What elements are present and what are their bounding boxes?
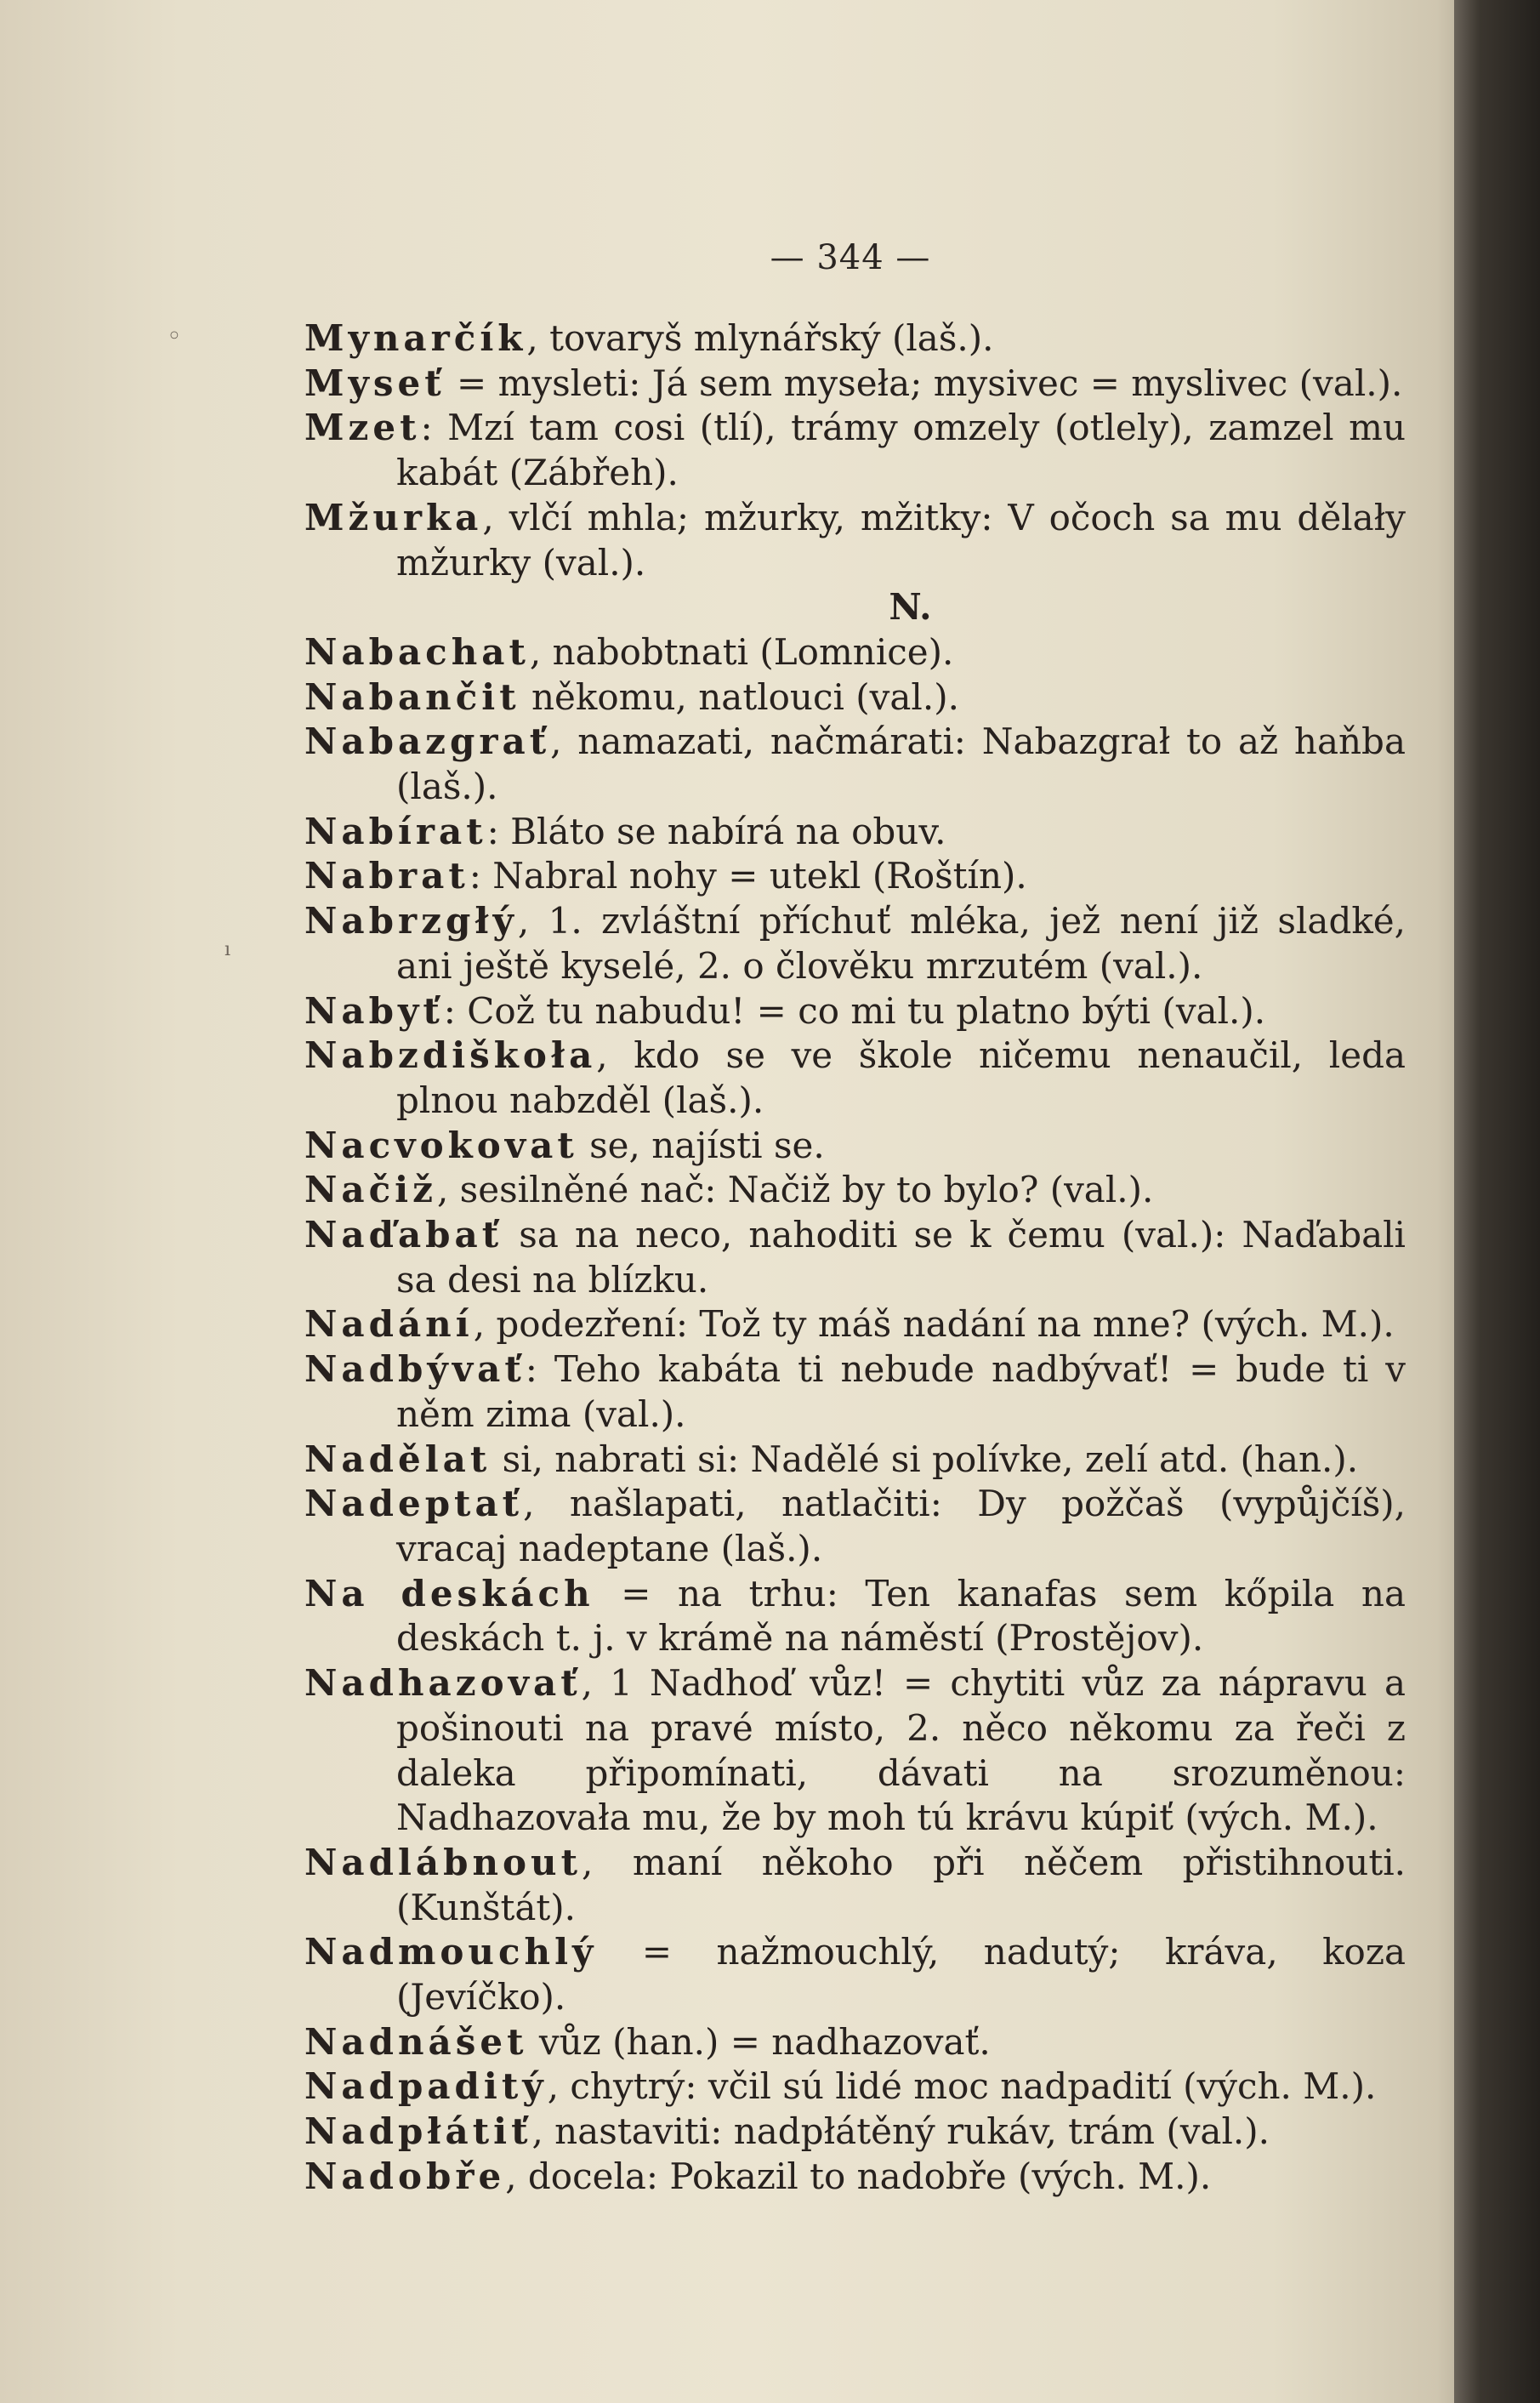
entry-definition: , 1 Nadhoď vůz! = chytiti vůz za nápravu a pošinouti na pravé místo, 2. něco někomu za řeči z daleka připomínati, dávati na srozuměnou: Nadhazovała mu, že by moh tú krávu kúpiť (vých. M.). <box>396 1662 1406 1839</box>
dictionary-entry <box>304 1661 1406 1841</box>
dictionary-entry <box>304 810 1406 855</box>
entry-definition: , podezření: Tož ty máš nadání na mne? (vých. M.). <box>473 1303 1395 1346</box>
entry-headword: Nadeptať <box>304 1483 524 1525</box>
entry-headword: Nadání <box>304 1303 474 1346</box>
dictionary-entry <box>304 1124 1406 1169</box>
entry-headword: Nadbývať <box>304 1348 526 1391</box>
entry-definition: vůz (han.) = nadhazovať. <box>527 2020 991 2063</box>
entry-definition: , našlapati, natlačiti: Dy požčaš (vypůjčíš), vracaj nadeptane (laš.). <box>396 1483 1406 1569</box>
entry-definition: sa na neco, nahoditi se k čemu (val.): Naďabali sa desi na blízku. <box>396 1214 1406 1301</box>
entry-definition: , namazati, načmárati: Nabazgrał to až haňba (laš.). <box>396 720 1406 808</box>
dictionary-entry <box>304 1347 1406 1437</box>
entry-definition: někomu, natlouci (val.). <box>520 675 959 718</box>
entry-headword: Nadnášet <box>304 2020 528 2063</box>
entry-definition: = na trhu: Ten kanafas sem kőpila na deskách t. j. v krámě na náměstí (Prostějov). <box>396 1572 1406 1660</box>
entry-headword: Nabrzgłý <box>304 900 518 942</box>
entry-headword: Nadpłátiť <box>304 2110 532 2153</box>
entry-headword: Nadlábnout <box>304 1841 582 1883</box>
entry-definition: , kdo se ve škole ničemu nenaučil, leda plnou nabzděl (laš.). <box>396 1034 1406 1121</box>
entry-definition: : Nabral nohy = utekl (Roštín). <box>469 855 1027 897</box>
entry-definition: , nastaviti: nadpłátěný rukáv, trám (val.). <box>531 2110 1270 2153</box>
entry-definition: , tovaryš mlynářský (laš.). <box>526 317 994 359</box>
entry-definition: = mysleti: Já sem myseła; mysivec = myslivec (val.). <box>445 362 1403 404</box>
dictionary-entry <box>304 316 1406 362</box>
entry-headword: Mynarčík <box>304 317 527 359</box>
entry-definition: se, najísti se. <box>577 1124 825 1166</box>
entry-headword: Nabrat <box>304 855 469 897</box>
dictionary-entry <box>304 362 1406 407</box>
entry-definition: = nažmouchlý, nadutý; kráva, koza (Jevíčko). <box>396 1931 1406 2019</box>
entry-definition: : Teho kabáta ti nebude nadbývať! = bude ti v něm zima (val.). <box>396 1348 1406 1435</box>
entry-headword: Nabančit <box>304 675 520 718</box>
entry-headword: Mžurka <box>304 496 483 538</box>
entry-headword: Nadhazovať <box>304 1662 582 1705</box>
entry-headword: Na deskách <box>304 1572 594 1614</box>
entry-headword: Nadmouchlý <box>304 1931 598 1973</box>
dictionary-entry <box>304 854 1406 899</box>
entry-headword: Nabazgrať <box>304 720 551 763</box>
entry-definition: , sesilněné nač: Načiž by to bylo? (val.). <box>436 1169 1154 1211</box>
dictionary-entry <box>304 675 1406 720</box>
dictionary-entry <box>304 1302 1406 1347</box>
entry-definition: : Bláto se nabírá na obuv. <box>486 810 946 852</box>
dictionary-entry <box>304 496 1406 585</box>
entry-headword: Mzet <box>304 407 421 449</box>
entries-n <box>304 630 1406 2200</box>
entry-headword: Nadělat <box>304 1438 492 1480</box>
dictionary-entry <box>304 406 1406 495</box>
entry-headword: Naďabať <box>304 1214 503 1256</box>
entry-definition: , 1. zvláštní příchuť mléka, jež není již sladké, ani ještě kyselé, 2. o člověku mrzutém (val.). <box>396 900 1406 987</box>
dictionary-entry <box>304 2155 1406 2200</box>
margin-speck: ı <box>224 939 231 960</box>
dictionary-entry <box>304 899 1406 988</box>
dictionary-entry <box>304 1482 1406 1571</box>
entry-headword: Nabyť <box>304 989 444 1032</box>
entry-headword: Nadobře <box>304 2155 506 2197</box>
entry-definition: : Což tu nabudu! = co mi tu platno býti (val.). <box>443 989 1266 1032</box>
entry-definition: si, nabrati si: Nadělé si polívke, zelí atd. (han.). <box>491 1438 1359 1480</box>
dictionary-entry <box>304 1438 1406 1483</box>
entries-m <box>304 316 1406 585</box>
margin-speck: ◦ <box>167 322 182 351</box>
entry-definition: : Mzí tam cosi (tlí), trámy omzely (otlely), zamzel mu kabát (Zábřeh). <box>396 407 1406 494</box>
entry-definition: , nabobtnati (Lomnice). <box>529 630 954 673</box>
entry-headword: Nabzdiškoła <box>304 1034 597 1077</box>
entry-definition: , docela: Pokazil to nadobře (vých. M.). <box>505 2155 1212 2197</box>
dictionary-entry <box>304 1841 1406 1930</box>
section-letter: N. <box>889 586 932 629</box>
dictionary-entry <box>304 1034 1406 1123</box>
dictionary-entry <box>304 720 1406 809</box>
entry-headword: Načiž <box>304 1169 437 1211</box>
entry-headword: Nacvokovat <box>304 1124 578 1166</box>
dictionary-entry <box>304 2110 1406 2155</box>
dictionary-entry <box>304 2020 1406 2065</box>
entry-definition: , chytrý: včil sú lidé moc nadpadití (vých. M.). <box>547 2065 1377 2108</box>
entry-headword: Myseť <box>304 362 446 404</box>
page-number: — 344 — <box>770 238 931 277</box>
dictionary-entry <box>304 630 1406 675</box>
dictionary-entry <box>304 1930 1406 2019</box>
entry-headword: Nadpaditý <box>304 2065 548 2108</box>
entry-definition: , vlčí mhla; mžurky, mžitky: V očoch sa mu dělały mžurky (val.). <box>396 496 1406 584</box>
book-binding-edge <box>1454 0 1540 2403</box>
entry-headword: Nabachat <box>304 630 530 673</box>
dictionary-entry <box>304 2064 1406 2110</box>
dictionary-entry <box>304 989 1406 1034</box>
dictionary-entry <box>304 1213 1406 1302</box>
entry-definition: , maní někoho při něčem přistihnouti. (Kunštát). <box>396 1841 1406 1928</box>
dictionary-entry <box>304 1168 1406 1213</box>
dictionary-entry <box>304 1572 1406 1661</box>
entry-headword: Nabírat <box>304 810 487 852</box>
dictionary-text <box>304 316 1406 2200</box>
